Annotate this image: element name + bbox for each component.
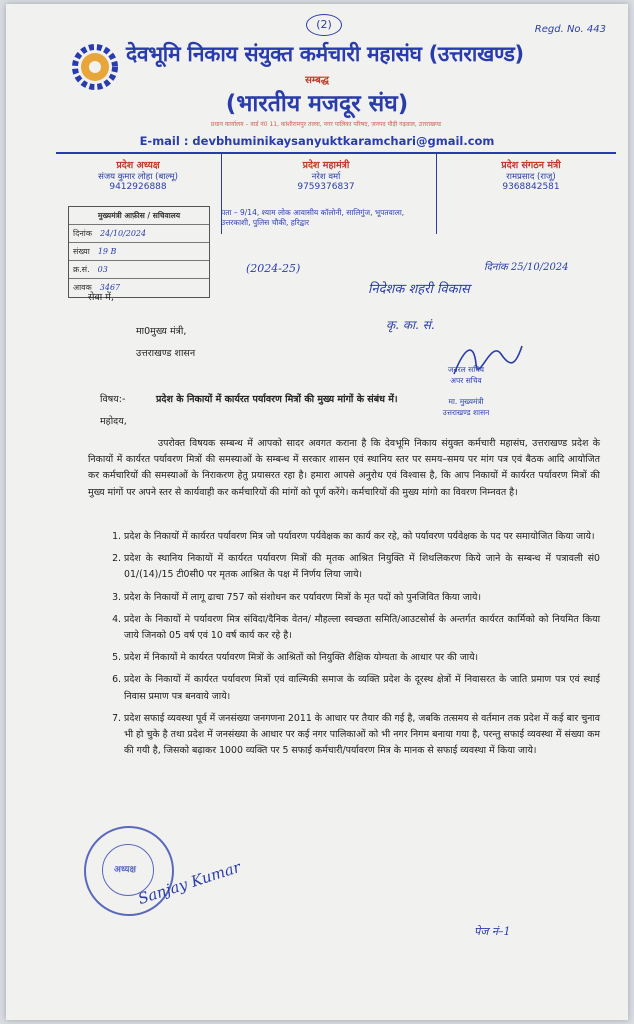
- greeting: महोदय,: [100, 416, 127, 427]
- recipient-line-1: मा0मुख्य मंत्री,: [136, 326, 187, 337]
- head-office-address: प्रधान कार्यालय – वार्ड नं0 11, कांशीरामपुर तल्ला, नगर पालिका परिषद, जनपद पौड़ी गढ़वाल, उत्तराखण्ड: [210, 121, 442, 128]
- forwarding-stamp-line: मा. मुख्यमंत्री: [448, 397, 484, 406]
- receipt-stamp-row: संख्या 19 B: [69, 243, 209, 261]
- forwarding-stamp: [396, 364, 536, 418]
- column-divider: [436, 154, 437, 234]
- receipt-stamp-row: आवक 3467: [73, 283, 121, 292]
- page-circle-number: (2): [306, 14, 342, 36]
- affiliation-label: सम्बद्ध: [305, 75, 329, 86]
- reference-year: (2024-25): [246, 262, 301, 275]
- forwarding-stamp-line: अपर सचिव: [450, 376, 482, 385]
- officer-general-secretary: [231, 158, 421, 192]
- officer-title: प्रदेश संगठन मंत्री: [501, 160, 561, 171]
- officer-president: [58, 158, 218, 192]
- officer-name: नरेश वर्मा: [311, 172, 341, 182]
- organization-email: E-mail : devbhuminikaysanyuktkaramchari@gmail.com: [139, 134, 495, 148]
- affiliation-name: (भारतीय मजदूर संघ): [225, 91, 409, 117]
- receipt-stamp: [68, 206, 210, 298]
- handwritten-forward-note: निदेशक शहरी विकास: [368, 282, 470, 297]
- receipt-stamp-row: दिनांक 24/10/2024: [69, 225, 209, 243]
- page-footer-number: पेज नं–1: [474, 925, 511, 938]
- subject-text: प्रदेश के निकायों में कार्यरत पर्यावरण मित्रों की मुख्य मांगों के संबंध में।: [156, 394, 398, 405]
- demands-list: [110, 529, 600, 765]
- receipt-stamp-row: क्र.सं. 03: [69, 261, 209, 279]
- demand-item: 7. प्रदेश सफाई व्यवस्था पूर्व में जनसंख्या जनगणना 2011 के आधार पर तैयार की गई है, जबकि तत्समय से वर्तमान तक प्रदेश में कई बार चुनाव भी हो चुके है तथा प्रदेश में जनसंख्या के आधार पर कई नगर पालिकाओं को भी नगर निगम बनाया गया है, परन्तु सफाई व्यवस्था में संख्या कम की गयी है, जिसको बढ़ाकर 1000 व्यक्ति पर 5 सफाई कर्मचारी/पर्यावरण मित्र के मानक से सफाई व्यवस्था में किया जाये।: [124, 711, 600, 760]
- officer-title: प्रदेश अध्यक्ष: [116, 160, 160, 171]
- officer-phone: 9412926888: [109, 182, 167, 192]
- officer-name: संजय कुमार लोहा (बाल्मू): [98, 172, 178, 182]
- demand-item: 1. प्रदेश के निकायों में कार्यरत पर्यावरण मित्र जो पर्यावरण पर्यवेक्षक का कार्य कर रहे, को पर्यावरण पर्यवेक्षक के पद पर समायोजित किया जाये।: [124, 529, 600, 545]
- subject-label: विषय:-: [100, 394, 126, 405]
- demand-item: 2. प्रदेश के स्थानिय निकायों में कार्यरत पर्यावरण मित्रों की मृतक आश्रित नियुक्ति में शिथलिकरण किये जाने के सम्बन्ध में पत्रावली सं0 01/(14)/15 टी0सी0 पर मृतक आश्रित के पक्ष में निर्णय लिया जाये।: [124, 551, 600, 583]
- correspondence-address: पता – 9/14, श्याम लोक आवासीय कॉलोनी, सालिगुंज, भूपतवाला, उत्तरकाशी, पुलिस चौकी, हरिद्वार: [221, 208, 405, 227]
- officer-phone: 9759376837: [297, 182, 355, 192]
- header-rule: [56, 152, 616, 154]
- round-seal-text: अध्यक्ष: [114, 865, 136, 875]
- officer-title: प्रदेश महामंत्री: [302, 160, 350, 171]
- registration-number: Regd. No. 443: [534, 24, 606, 35]
- forwarding-stamp-line: उत्तराखण्ड शासन: [442, 408, 490, 417]
- round-seal-stamp: [84, 826, 174, 916]
- demand-item: 5. प्रदेश में निकायों मे कार्यरत पर्यावरण मित्रों के आश्रितों को नियुक्ति शैक्षिक योग्यता के आधार पर की जाये।: [124, 650, 600, 666]
- president-signature: Sanjay Kumar: [135, 857, 243, 909]
- recipient-line-2: उत्तराखण्ड शासन: [136, 348, 196, 359]
- body-paragraph: उपरोक्त विषयक सम्बन्ध में आपको सादर अवगत कराना है कि देवभूमि निकाय संयुक्त कर्मचारी महासंघ, उत्तराखण्ड प्रदेश के निकायों में कार्यरत पर्यावरण मित्रों की समस्याओं के सम्बन्ध में सरकार शासन एवं स्थानिय स्तर पर समय–समय पर मांग पत्र एवं बैठक आदि आयोजित कर कर्मचारियों की समस्याओं के निराकरण हेतु प्रयासरत रहा है। हमारा आपसे अनुरोध एवं विश्वास है, कि आप निकायों में कार्यरत पर्यावरण मित्रों की मुख्य मांगों पर अपने स्तर से कार्यवाही कर कर्मचारियों की मांगों को पूर्ण करेंगे। कर्मचारियों की मुख्य मांगो का विवरण निम्नवत है।: [88, 438, 600, 498]
- letter-body: [88, 436, 600, 501]
- receipt-stamp-heading: मुख्यमंत्री आफ़ीस / सचिवालय: [69, 207, 209, 225]
- demand-item: 3. प्रदेश के निकायों में लागू ढाचा 757 को संशोधन कर पर्यावरण मित्रों के मृत पदों को पुनजिवित किया जाये।: [124, 590, 600, 606]
- salutation: सेवा में,: [88, 292, 114, 303]
- officer-phone: 9368842581: [502, 182, 560, 192]
- officer-name: रामप्रसाद (राजू): [506, 172, 556, 182]
- forwarding-stamp-line: जनरल सचिव: [447, 365, 485, 374]
- letter-page: [6, 4, 628, 1020]
- demand-item: 6. प्रदेश के निकायों में कार्यरत पर्यावरण मित्रों एवं वाल्मिकी समाज के व्यक्ति प्रदेश के दूरस्थ क्षेत्रों में निवासरत के जाति प्रमाण पत्र एवं स्थाई निवास प्रमाण पत्र बनवाये जाये।: [124, 672, 600, 704]
- officer-organization-secretary: [446, 158, 616, 192]
- handwritten-sub-note: कृ. का. सं.: [386, 318, 435, 332]
- demand-item: 4. प्रदेश के निकायों मे पर्यावरण मित्र संविदा/दैनिक वेतन/ मौहल्ला स्वच्छता समिति/आउटसोर्स के अन्तर्गत कार्यरत कार्मिको को नियमित किया जाये जिनको 05 वर्ष एवं 10 वर्ष कार्य कर रहे है।: [124, 612, 600, 644]
- letter-date: दिनांक 25/10/2024: [484, 262, 569, 273]
- organization-name: देवभूमि निकाय संयुक्त कर्मचारी महासंघ (उत्तराखण्ड): [126, 42, 524, 66]
